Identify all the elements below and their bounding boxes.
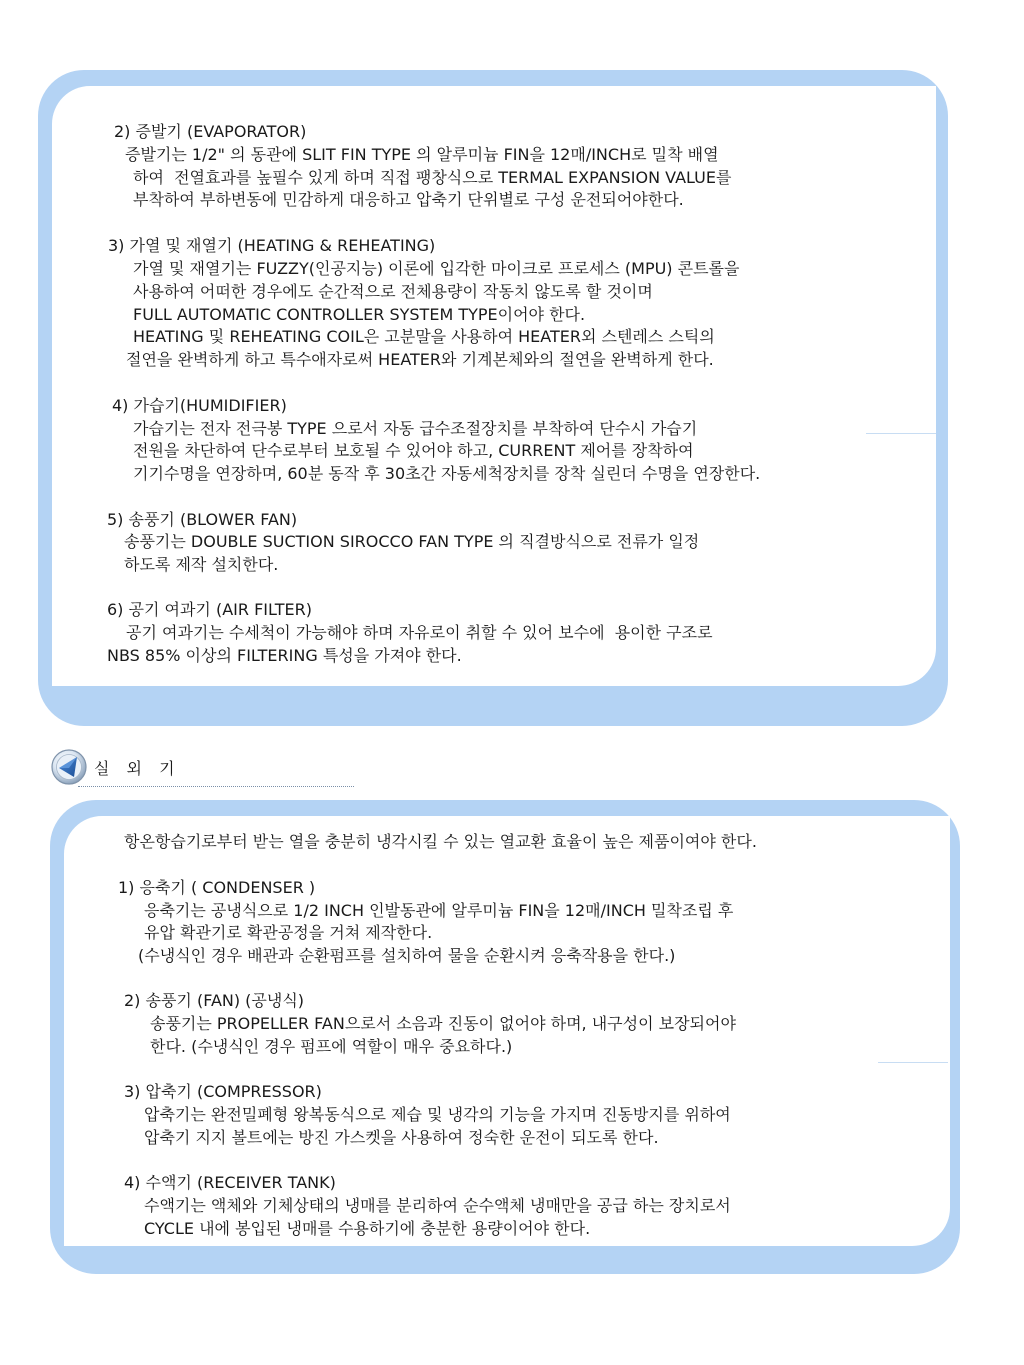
fan-text-line: 한다. (수냉식인 경우 펌프에 역할이 매우 중요하다.): [150, 1037, 513, 1056]
evaporator-text-line: 부착하여 부하변동에 민감하게 대응하고 압축기 단위별로 구성 운전되어야한다.: [133, 190, 684, 209]
blower-fan-text-line: 송풍기는 DOUBLE SUCTION SIROCCO FAN TYPE 의 직결방식으로 전류가 일정: [124, 532, 700, 551]
compressor-heading: 3) 압축기 (COMPRESSOR): [124, 1082, 322, 1101]
panel2-side-rule: [878, 1062, 948, 1063]
air-filter-text-line: 공기 여과기는 수세척이 가능해야 하며 자유로이 취할 수 있어 보수에 용이한 구조로: [126, 623, 713, 642]
heating-text-line: HEATING 및 REHEATING COIL은 고분말을 사용하여 HEATER외 스텐레스 스틱의: [133, 327, 715, 346]
condenser-text-line: 유압 확관기로 확관공정을 거쳐 제작한다.: [144, 923, 433, 942]
outdoor-intro-line: 항온항습기로부터 받는 열을 충분히 냉각시킬 수 있는 열교환 효율이 높은 제품이여야 한다.: [124, 832, 757, 851]
air-filter-text-line: NBS 85% 이상의 FILTERING 특성을 가져야 한다.: [107, 646, 462, 665]
fan-text-line: 송풍기는 PROPELLER FAN으로서 소음과 진동이 없어야 하며, 내구성이 보장되어야: [150, 1014, 736, 1033]
compressor-text-line: 압축기 지지 볼트에는 방진 가스켓을 사용하여 정숙한 운전이 되도록 한다.: [144, 1128, 659, 1147]
humidifier-text-line: 가습기는 전자 전극봉 TYPE 으로서 자동 급수조절장치를 부착하여 단수시 가습기: [133, 419, 698, 438]
compressor-text-line: 압축기는 완전밀폐형 왕복동식으로 제습 및 냉각의 기능을 가지며 진동방지를 위하여: [144, 1105, 731, 1124]
outdoor-unit-heading-label: 실 외 기: [94, 759, 181, 778]
air-filter-heading: 6) 공기 여과기 (AIR FILTER): [107, 600, 312, 619]
condenser-text-line: (수냉식인 경우 배관과 순환펌프를 설치하여 물을 순환시켜 응축작용을 한다.): [138, 946, 676, 965]
heating-text-line: FULL AUTOMATIC CONTROLLER SYSTEM TYPE이어야 한다.: [133, 305, 586, 324]
receiver-tank-heading: 4) 수액기 (RECEIVER TANK): [124, 1173, 336, 1192]
panel1-side-rule: [866, 433, 936, 434]
receiver-tank-text-line: 수액기는 액체와 기체상태의 냉매를 분리하여 순수액체 냉매만을 공급 하는 장치로서: [144, 1196, 731, 1215]
heating-text-line: 절연을 완벽하게 하고 특수애자로써 HEATER와 기계본체와의 절연을 완벽하게 한다.: [126, 350, 714, 369]
condenser-heading: 1) 응축기 ( CONDENSER ): [118, 878, 316, 897]
heating-heading: 3) 가열 및 재열기 (HEATING & REHEATING): [108, 236, 436, 255]
blower-fan-text-line: 하도록 제작 설치한다.: [124, 555, 279, 574]
blower-fan-heading: 5) 송풍기 (BLOWER FAN): [107, 510, 298, 529]
evaporator-heading: 2) 증발기 (EVAPORATOR): [114, 122, 307, 141]
heading-dotted-rule: [78, 786, 354, 787]
heating-text-line: 사용하여 어떠한 경우에도 순간적으로 전체용량이 작동치 않도록 할 것이며: [133, 282, 653, 301]
heating-text-line: 가열 및 재열기는 FUZZY(인공지능) 이론에 입각한 마이크로 프로세스 (MPU) 콘트롤을: [133, 259, 740, 278]
humidifier-text-line: 기기수명을 연장하며, 60분 동작 후 30초간 자동세척장치를 장착 실린더 수명을 연장한다.: [133, 464, 761, 483]
evaporator-text-line: 증발기는 1/2" 의 동관에 SLIT FIN TYPE 의 알루미늄 FIN을 12매/INCH로 밀착 배열: [125, 145, 719, 164]
humidifier-heading: 4) 가습기(HUMIDIFIER): [112, 396, 287, 415]
fan-heading: 2) 송풍기 (FAN) (공냉식): [124, 991, 305, 1010]
outdoor-unit-heading: [50, 748, 354, 788]
receiver-tank-text-line: CYCLE 내에 봉입된 냉매를 수용하기에 충분한 용량이어야 한다.: [144, 1219, 591, 1238]
triangle-play-icon: [50, 748, 88, 786]
evaporator-text-line: 하여 전열효과를 높필수 있게 하며 직접 팽창식으로 TERMAL EXPANSION VALUE를: [133, 168, 732, 187]
humidifier-text-line: 전원을 차단하여 단수로부터 보호될 수 있어야 하고, CURRENT 제어를 장착하여: [133, 441, 694, 460]
condenser-text-line: 응축기는 공냉식으로 1/2 INCH 인발동관에 알루미늄 FIN을 12매/INCH 밀착조립 후: [144, 901, 734, 920]
